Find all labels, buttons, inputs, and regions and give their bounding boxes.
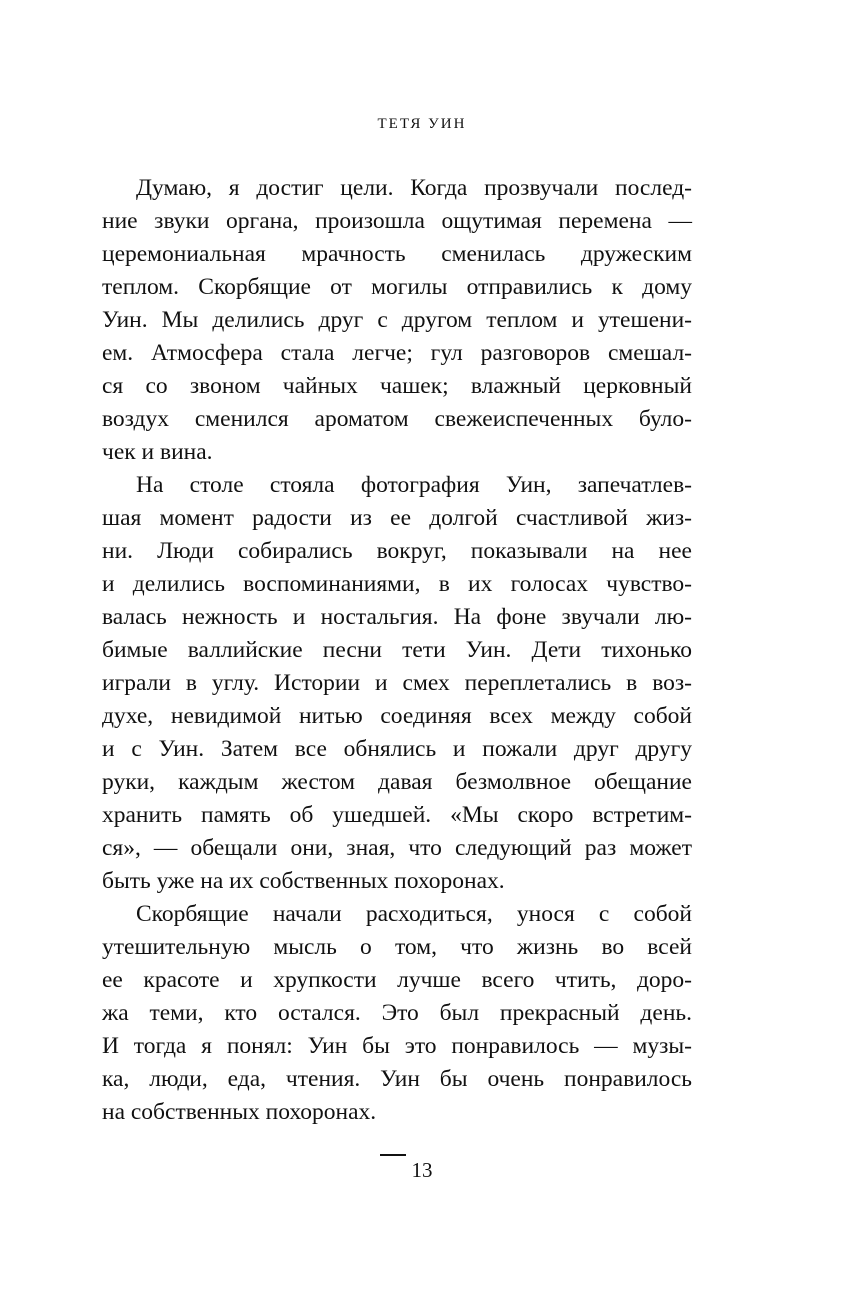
running-head: ТЕТЯ УИН xyxy=(377,116,467,132)
text-line: Скорбящие начали расходиться, унося с собой xyxy=(136,901,692,927)
text-line: ее красоте и хрупкости лучше всего чтить, доро- xyxy=(102,967,692,993)
text-line: ние звуки органа, произошла ощутимая перемена — xyxy=(102,208,692,234)
text-line: Думаю, я достиг цели. Когда прозвучали послед- xyxy=(136,175,692,201)
text-line: Уин. Мы делились друг с другом теплом и утешени- xyxy=(102,307,692,333)
text-line: утешительную мысль о том, что жизнь во всей xyxy=(102,934,692,960)
text-line: И тогда я понял: Уин бы это понравилось — музы- xyxy=(102,1033,692,1059)
text-line: церемониальная мрачность сменилась дружеским xyxy=(102,241,692,267)
text-line: шая момент радости из ее долгой счастливой жиз- xyxy=(102,505,692,531)
text-line: на собственных похоронах. xyxy=(102,1099,377,1125)
text-line: быть уже на их собственных похоронах. xyxy=(102,868,505,894)
paragraph-3 xyxy=(102,898,692,1129)
text-line: и с Уин. Затем все обнялись и пожали друг другу xyxy=(102,736,692,762)
paragraph-1 xyxy=(102,172,692,469)
paragraph-2 xyxy=(102,469,692,898)
page-number: 13 xyxy=(411,1158,433,1182)
text-line: теплом. Скорбящие от могилы отправились к дому xyxy=(102,274,692,300)
text-line: духе, невидимой нитью соединяя всех между собой xyxy=(102,703,692,729)
text-line: На столе стояла фотография Уин, запечатлев- xyxy=(136,472,692,498)
text-line: воздух сменился ароматом свежеиспеченных було- xyxy=(102,406,692,432)
text-line: ка, люди, еда, чтения. Уин бы очень понравилось xyxy=(102,1066,692,1092)
body-text xyxy=(102,172,692,1129)
text-line: руки, каждым жестом давая безмолвное обещание xyxy=(102,769,692,795)
text-line: хранить память об ушедшей. «Мы скоро встретим- xyxy=(102,802,692,828)
folio-rule xyxy=(380,1154,406,1156)
text-line: ся со звоном чайных чашек; влажный церковный xyxy=(102,373,692,399)
text-line: ем. Атмосфера стала легче; гул разговоров смешал- xyxy=(102,340,692,366)
text-line: ся», — обещали они, зная, что следующий раз может xyxy=(102,835,692,861)
text-line: ни. Люди собирались вокруг, показывали на нее xyxy=(102,538,692,564)
text-line: валась нежность и ностальгия. На фоне звучали лю- xyxy=(102,604,692,630)
text-line: и делились воспоминаниями, в их голосах чувство- xyxy=(102,571,692,597)
text-line: жа теми, кто остался. Это был прекрасный день. xyxy=(102,1000,692,1026)
text-line: бимые валлийские песни тети Уин. Дети тихонько xyxy=(102,637,692,663)
text-line: чек и вина. xyxy=(102,439,213,465)
text-line: играли в углу. Истории и смех переплетались в воз- xyxy=(102,670,692,696)
